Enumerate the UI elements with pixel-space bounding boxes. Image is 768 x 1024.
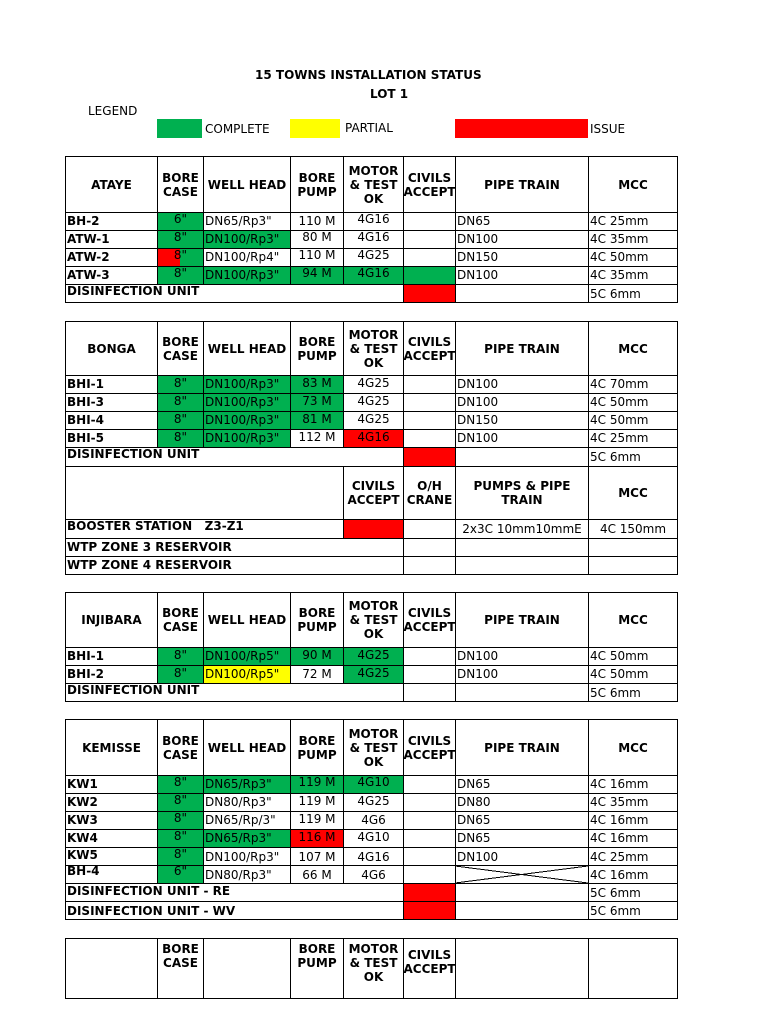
row-id: BHI-2 (67, 667, 104, 681)
motor: 4G16 (357, 230, 390, 244)
bore-case: 8" (173, 376, 188, 390)
col-header-motor-test: MOTOR & TEST OK (348, 163, 399, 206)
row-id: BHI-3 (67, 395, 104, 409)
row-id: ATW-1 (67, 232, 110, 246)
bore-case: 8" (173, 412, 188, 426)
bore-pump: 107 M (298, 850, 336, 864)
bore-pump: 110 M (298, 214, 336, 228)
mcc: 5C 6mm (590, 886, 641, 900)
mcc: 5C 6mm (590, 450, 641, 464)
bore-case: 6" (173, 212, 188, 226)
mcc: 4C 16mm (590, 831, 649, 845)
motor: 4G10 (357, 775, 390, 789)
bore-pump: 119 M (298, 812, 336, 826)
bore-pump: 116 M (298, 830, 336, 844)
motor: 4G25 (357, 794, 390, 808)
col-header-mcc: MCC (618, 486, 648, 500)
page-title: 15 TOWNS INSTALLATION STATUS (255, 68, 482, 82)
row-id: BHI-1 (67, 377, 104, 391)
well-head: DN100/Rp5" (205, 649, 280, 663)
disinfection-label: DISINFECTION UNIT (67, 683, 200, 697)
well-head: DN100/Rp3" (205, 413, 280, 427)
row-id: BH-2 (67, 214, 100, 228)
bore-pump: 73 M (302, 394, 332, 408)
col-header-pipe-train: PIPE TRAIN (484, 341, 560, 356)
row-id: KW4 (67, 831, 98, 845)
motor: 4G25 (357, 666, 390, 680)
motor: 4G6 (361, 813, 386, 827)
bore-pump: 90 M (302, 648, 332, 662)
well-head: DN80/Rp3" (205, 868, 272, 882)
section-name: ATAYE (91, 177, 132, 192)
col-header-motor-test: MOTOR & TEST OK (348, 327, 399, 370)
pipe-train: DN150 (457, 413, 499, 427)
well-head: DN100/Rp3" (205, 431, 280, 445)
motor: 4G25 (357, 648, 390, 662)
disinfection-re-label: DISINFECTION UNIT - RE (67, 884, 231, 898)
bore-pump: 112 M (298, 430, 336, 444)
booster-mcc: 4C 150mm (599, 522, 667, 536)
col-header-civils: CIVILS ACCEPT (347, 479, 400, 507)
bore-case: 8" (173, 266, 188, 280)
bore-case: 8" (173, 775, 188, 789)
mcc: 4C 35mm (590, 232, 649, 246)
pipe-train: DN100 (457, 232, 499, 246)
well-head: DN65/Rp/3" (205, 813, 276, 827)
well-head: DN100/Rp4" (205, 250, 280, 264)
section-name: KEMISSE (82, 740, 141, 755)
page-subtitle: LOT 1 (370, 87, 409, 101)
col-header-bore-case: BORE CASE (162, 334, 199, 363)
col-header-pumps-pipe-train: PUMPS & PIPE TRAIN (473, 479, 571, 507)
mcc: 4C 70mm (590, 377, 649, 391)
bore-case: 8" (173, 248, 188, 262)
booster-label: BOOSTER STATION Z3-Z1 (67, 519, 244, 533)
row-id: BH-4 (67, 864, 100, 878)
col-header-civils: CIVILS ACCEPT (403, 170, 456, 199)
row-id: KW5 (67, 848, 98, 862)
col-header-mcc: MCC (618, 613, 648, 627)
col-header-civils: CIVILS ACCEPT (403, 606, 456, 634)
motor: 4G25 (357, 394, 390, 408)
mcc: 4C 50mm (590, 250, 649, 264)
bore-pump: 119 M (298, 775, 336, 789)
wtp-zone-3-label: WTP ZONE 3 RESERVOIR (67, 540, 232, 554)
bore-case: 8" (173, 829, 188, 843)
pipe-train: DN80 (457, 795, 491, 809)
mcc: 4C 25mm (590, 431, 649, 445)
bore-pump: 83 M (302, 376, 332, 390)
bore-pump: 80 M (302, 230, 332, 244)
well-head: DN100/Rp5" (205, 667, 280, 681)
disinfection-wv-label: DISINFECTION UNIT - WV (67, 904, 236, 918)
bore-case: 8" (173, 430, 188, 444)
bore-case: 8" (173, 793, 188, 807)
pipe-train: DN100 (457, 850, 499, 864)
motor: 4G10 (357, 830, 390, 844)
col-header-civils: CIVILS ACCEPT (403, 733, 456, 762)
col-header-bore-pump: BORE PUMP (297, 733, 337, 762)
disinfection-label: DISINFECTION UNIT (67, 284, 200, 298)
col-header-well-head: WELL HEAD (207, 341, 287, 356)
bore-case: 8" (173, 847, 188, 861)
well-head: DN100/Rp3" (205, 268, 280, 282)
disinfection-label: DISINFECTION UNIT (67, 447, 200, 461)
motor: 4G16 (357, 266, 390, 280)
mcc: 5C 6mm (590, 686, 641, 700)
col-header-motor-test: MOTOR & TEST OK (348, 942, 399, 984)
col-header-bore-pump: BORE PUMP (297, 606, 337, 634)
col-header-pipe-train: PIPE TRAIN (484, 613, 560, 627)
col-header-well-head: WELL HEAD (207, 613, 287, 627)
row-id: KW1 (67, 777, 98, 791)
bore-case: 8" (173, 230, 188, 244)
col-header-mcc: MCC (618, 341, 648, 356)
well-head: DN100/Rp3" (205, 395, 280, 409)
pipe-train: DN100 (457, 649, 499, 663)
bore-pump: 72 M (302, 667, 332, 681)
motor: 4G6 (361, 868, 386, 882)
bore-case: 8" (173, 394, 188, 408)
col-header-bore-case: BORE CASE (162, 170, 199, 199)
well-head: DN80/Rp3" (205, 795, 272, 809)
bore-pump: 110 M (298, 248, 336, 262)
bore-case: 8" (173, 666, 188, 680)
bore-case: 8" (173, 811, 188, 825)
bore-case: 8" (173, 648, 188, 662)
booster-pumps: 2x3C 10mm10mmE (462, 522, 582, 536)
row-id: ATW-3 (67, 268, 110, 282)
mcc: 4C 35mm (590, 795, 649, 809)
legend-label: LEGEND (88, 104, 138, 118)
mcc: 5C 6mm (590, 287, 641, 301)
section-name: BONGA (87, 341, 136, 356)
row-id: BHI-1 (67, 649, 104, 663)
col-header-motor-test: MOTOR & TEST OK (348, 599, 399, 641)
bore-pump: 81 M (302, 412, 332, 426)
mcc: 4C 50mm (590, 649, 649, 663)
well-head: DN100/Rp3" (205, 232, 280, 246)
well-head: DN65/Rp3" (205, 831, 272, 845)
mcc: 4C 50mm (590, 395, 649, 409)
bore-pump: 66 M (302, 868, 332, 882)
motor: 4G16 (357, 212, 390, 226)
well-head: DN65/Rp3" (205, 777, 272, 791)
row-id: ATW-2 (67, 250, 110, 264)
mcc: 4C 16mm (590, 868, 649, 882)
row-id: BHI-5 (67, 431, 104, 445)
mcc: 4C 16mm (590, 777, 649, 791)
bore-pump: 94 M (302, 266, 332, 280)
well-head: DN65/Rp3" (205, 214, 272, 228)
col-header-bore-pump: BORE PUMP (297, 942, 337, 970)
pipe-train: DN65 (457, 214, 491, 228)
mcc: 5C 6mm (590, 904, 641, 918)
col-header-bore-pump: BORE PUMP (297, 334, 337, 363)
pipe-train: DN100 (457, 377, 499, 391)
col-header-civils: CIVILS ACCEPT (403, 334, 456, 363)
col-header-pipe-train: PIPE TRAIN (484, 740, 560, 755)
row-id: KW2 (67, 795, 98, 809)
row-id: BHI-4 (67, 413, 104, 427)
legend-issue-label: ISSUE (590, 122, 626, 136)
bore-case: 6" (173, 864, 188, 878)
mcc: 4C 35mm (590, 268, 649, 282)
col-header-bore-pump: BORE PUMP (297, 170, 337, 199)
mcc: 4C 25mm (590, 850, 649, 864)
wtp-zone-4-label: WTP ZONE 4 RESERVOIR (67, 558, 232, 572)
legend-complete-label: COMPLETE (205, 122, 270, 136)
pipe-train: DN100 (457, 395, 499, 409)
bore-pump: 119 M (298, 794, 336, 808)
pipe-train: DN100 (457, 268, 499, 282)
col-header-well-head: WELL HEAD (207, 177, 287, 192)
col-header-pipe-train: PIPE TRAIN (484, 177, 560, 192)
pipe-train: DN100 (457, 667, 499, 681)
mcc: 4C 50mm (590, 667, 649, 681)
col-header-motor-test: MOTOR & TEST OK (348, 726, 399, 769)
motor: 4G25 (357, 376, 390, 390)
col-header-bore-case: BORE CASE (162, 942, 199, 970)
legend-partial-label: PARTIAL (345, 121, 393, 135)
pipe-train: DN65 (457, 777, 491, 791)
col-header-mcc: MCC (618, 740, 648, 755)
pipe-train: DN65 (457, 813, 491, 827)
pipe-train: DN65 (457, 831, 491, 845)
row-id: KW3 (67, 813, 98, 827)
well-head: DN100/Rp3" (205, 850, 280, 864)
motor: 4G25 (357, 248, 390, 262)
mcc: 4C 16mm (590, 813, 649, 827)
motor: 4G16 (357, 430, 390, 444)
pipe-train: DN150 (457, 250, 499, 264)
col-header-bore-case: BORE CASE (162, 606, 199, 634)
mcc: 4C 25mm (590, 214, 649, 228)
col-header-mcc: MCC (618, 177, 648, 192)
col-header-oh-crane: O/H CRANE (406, 479, 453, 507)
section-name: INJIBARA (81, 613, 142, 627)
col-header-well-head: WELL HEAD (207, 740, 287, 755)
col-header-civils: CIVILS ACCEPT (403, 948, 456, 976)
motor: 4G25 (357, 412, 390, 426)
motor: 4G16 (357, 850, 390, 864)
pipe-train: DN100 (457, 431, 499, 445)
well-head: DN100/Rp3" (205, 377, 280, 391)
mcc: 4C 50mm (590, 413, 649, 427)
col-header-bore-case: BORE CASE (162, 733, 199, 762)
